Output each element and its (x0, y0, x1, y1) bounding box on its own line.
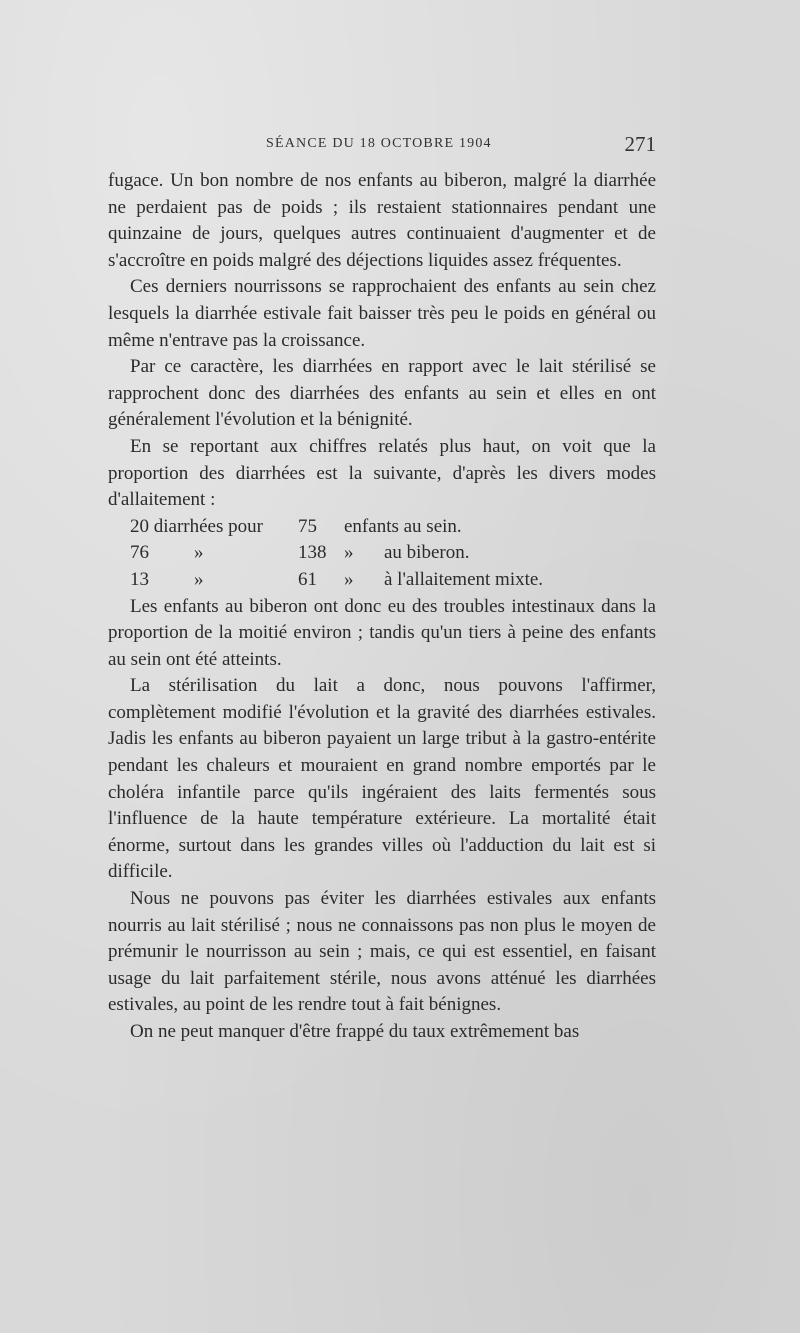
diarrhea-proportion-table (108, 514, 656, 594)
paragraph: La stérilisation du lait a donc, nous pouvons l'affirmer, complètement modifié l'évolution et la gravité des diarrhées estivales. Jadis les enfants au biberon payaient un large tribut à la gastro-entérite pendant les chaleurs et mouraient en grand nombre emportés par le choléra infantile parce qu'ils ingéraient des laits fermentés sous l'influence de la haute température extérieure. La mortalité était énorme, surtout dans les grandes villes où l'adduction du lait est si difficile. (108, 675, 656, 883)
table-row (108, 567, 656, 594)
paragraph: Par ce caractère, les diarrhées en rapport avec le lait stérilisé se rapprochent donc des diarrhées des enfants au sein et elles en ont généralement l'évolution et la bénignité. (108, 356, 656, 431)
page-header (118, 132, 656, 156)
body-text (108, 168, 656, 1046)
table-cell-total: 138 (298, 542, 327, 564)
ditto-mark: » (344, 568, 354, 590)
paragraph: En se reportant aux chiffres relatés plus haut, on voit que la proportion des diarrhées est la suivante, d'après les divers modes d'allaitement : (108, 435, 656, 511)
paragraph: Nous ne pouvons pas éviter les diarrhées estivales aux enfants nourris au lait stérilisé ; nous ne connaissons pas non plus le moyen de prémunir le nourrisson au sein ; mais, ce qui est essentiel, en faisant usage du lait parfaitement stérile, nous avons atténué les diarrhées estivales, au point de les rendre tout à fait bénignes. (108, 888, 656, 1016)
ditto-mark: » (194, 568, 204, 590)
paragraph: Ces derniers nourrissons se rapprochaient des enfants au sein chez lesquels la diarrhée estivale fait baisser très peu le poids en général ou même n'entrave pas la croissance. (108, 276, 656, 351)
table-row (108, 540, 656, 567)
table-cell-total: 75 (298, 515, 317, 537)
table-cell-count: 20 diarrhées pour (130, 515, 263, 537)
ditto-mark: » (194, 542, 204, 564)
paragraph: fugace. Un bon nombre de nos enfants au biberon, malgré la diarrhée ne perdaient pas de poids ; ils restaient stationnaires pendant une quinzaine de jours, quelques autres continuaient d'augmenter et de s'accroître en poids malgré des déjections liquides assez fréquentes. (108, 170, 656, 271)
table-row (108, 514, 656, 541)
paragraph: On ne peut manquer d'être frappé du taux extrêmement bas (130, 1021, 580, 1042)
table-cell-mode: à l'allaitement mixte. (384, 568, 544, 590)
ditto-mark: » (344, 542, 354, 564)
table-cell-count: 13 (130, 568, 149, 590)
table-cell-mode: enfants au sein. (344, 515, 462, 537)
running-title: SÉANCE DU 18 OCTOBRE 1904 (266, 136, 492, 151)
page-number: 271 (624, 132, 656, 156)
table-cell-count: 76 (130, 542, 149, 564)
table-cell-mode: au biberon. (384, 542, 470, 564)
table-cell-total: 61 (298, 568, 317, 590)
paragraph: Les enfants au biberon ont donc eu des troubles intestinaux dans la proportion de la moitié environ ; tandis qu'un tiers à peine des enfants au sein ont été atteints. (108, 595, 656, 670)
